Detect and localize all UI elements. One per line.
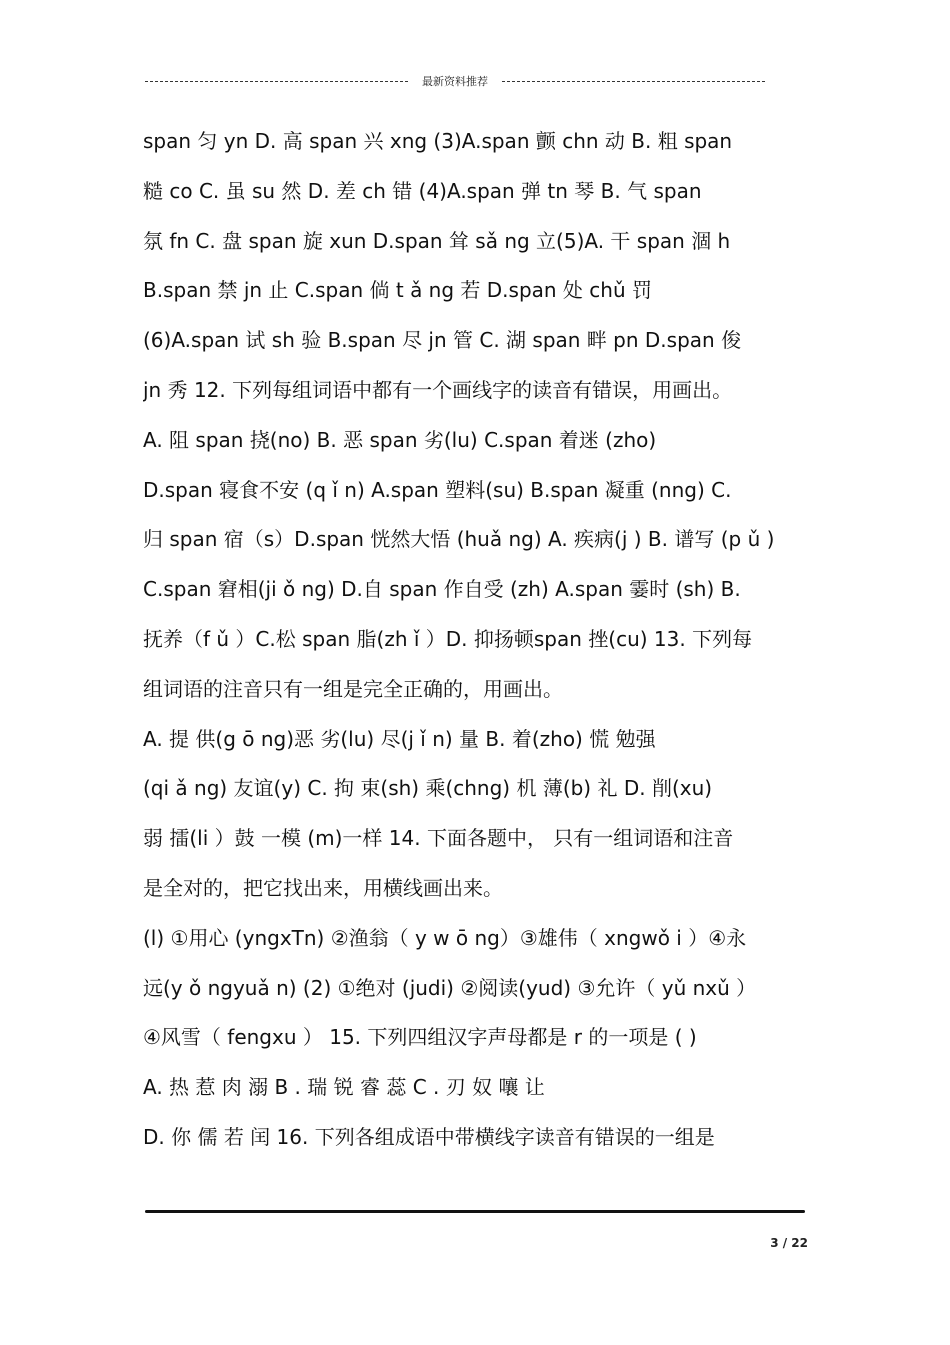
text-line: 组词语的注音只有一组是完全正确的，用画出。 (143, 676, 563, 701)
document-body (143, 117, 811, 1163)
footer-rule (145, 1210, 805, 1213)
text-line: jn 秀 12. 下列每组词语中都有一个画线字的读音有错误，用画出。 (143, 377, 733, 402)
text-line: A. 阻 span 挠(no) B. 恶 span 劣(lu) C.span 着迷 (zho) (143, 427, 657, 452)
text-line: 远(y ǒ ngyuǎ n) (2) ①绝对 (judi) ②阅读(yud) ③允许（ yǔ nxǔ ） (143, 975, 757, 1000)
text-line: D. 你 儒 若 闰 16. 下列各组成语中带横线字读音有错误的一组是 (143, 1124, 715, 1149)
text-line: C.span 窘相(ji ǒ ng) D.自 span 作自受 (zh) A.span 霎时 (sh) B. (143, 577, 741, 602)
text-line: 糙 co C. 虽 su 然 D. 差 ch 错 (4)A.span 弹 tn 琴 B. 气 span (143, 178, 702, 203)
header-dashed-rule-right (502, 81, 765, 82)
text-line: B.span 禁 jn 止 C.span 倘 t ǎ ng 若 D.span 处 chǔ 罚 (143, 278, 652, 303)
text-line: A. 提 供(g ō ng)恶 劣(lu) 尽(j ǐ n) 量 B. 着(zho) 慌 勉强 (143, 726, 656, 751)
text-line: 是全对的，把它找出来，用横线画出来。 (143, 875, 503, 900)
text-line: 抚养（f ǔ ）C.松 span 脂(zh ǐ ）D. 抑扬顿span 挫(cu) 13. 下列每 (143, 626, 753, 651)
text-line: A. 热 惹 肉 溺 B . 瑞 锐 睿 蕊 C . 刃 奴 嚷 让 (143, 1075, 545, 1100)
text-line: ④风雪（ fengxu ） 15. 下列四组汉字声母都是 r 的一项是 ( ) (143, 1025, 697, 1050)
text-line: span 匀 yn D. 高 span 兴 xng (3)A.span 颤 chn 动 B. 粗 span (143, 129, 733, 153)
text-line: 弱 擂(li ）鼓 一模 (m)一样 14. 下面各题中， 只有一组词语和注音 (143, 826, 734, 851)
text-line: (qi ǎ ng) 友谊(y) C. 拘 束(sh) 乘(chng) 机 薄(b) 礼 D. 削(xu) (143, 776, 713, 801)
text-line: D.span 寝食不安 (q ǐ n) A.span 塑料(su) B.span 凝重 (nng) C. (143, 477, 732, 502)
header-title: 最新资料推荐 (422, 75, 488, 88)
text-line: 归 span 宿（s）D.span 恍然大悟 (huǎ ng) A. 疾病(j ) B. 谱写 (p ǔ ) (143, 527, 775, 552)
page-header (145, 72, 765, 90)
text-line: (l) ①用心 (yngxTn) ②渔翁（ y w ō ng）③雄伟（ xngwǒ i ）④永 (143, 925, 747, 950)
page-number: 3 / 22 (770, 1236, 808, 1250)
text-line: (6)A.span 试 sh 验 B.span 尽 jn 管 C. 湖 span 畔 pn D.span 俊 (143, 328, 742, 353)
header-dashed-rule-left (145, 81, 408, 82)
text-line: 氛 fn C. 盘 span 旋 xun D.span 耸 sǎ ng 立(5)A. 干 span 涸 h (143, 228, 731, 253)
